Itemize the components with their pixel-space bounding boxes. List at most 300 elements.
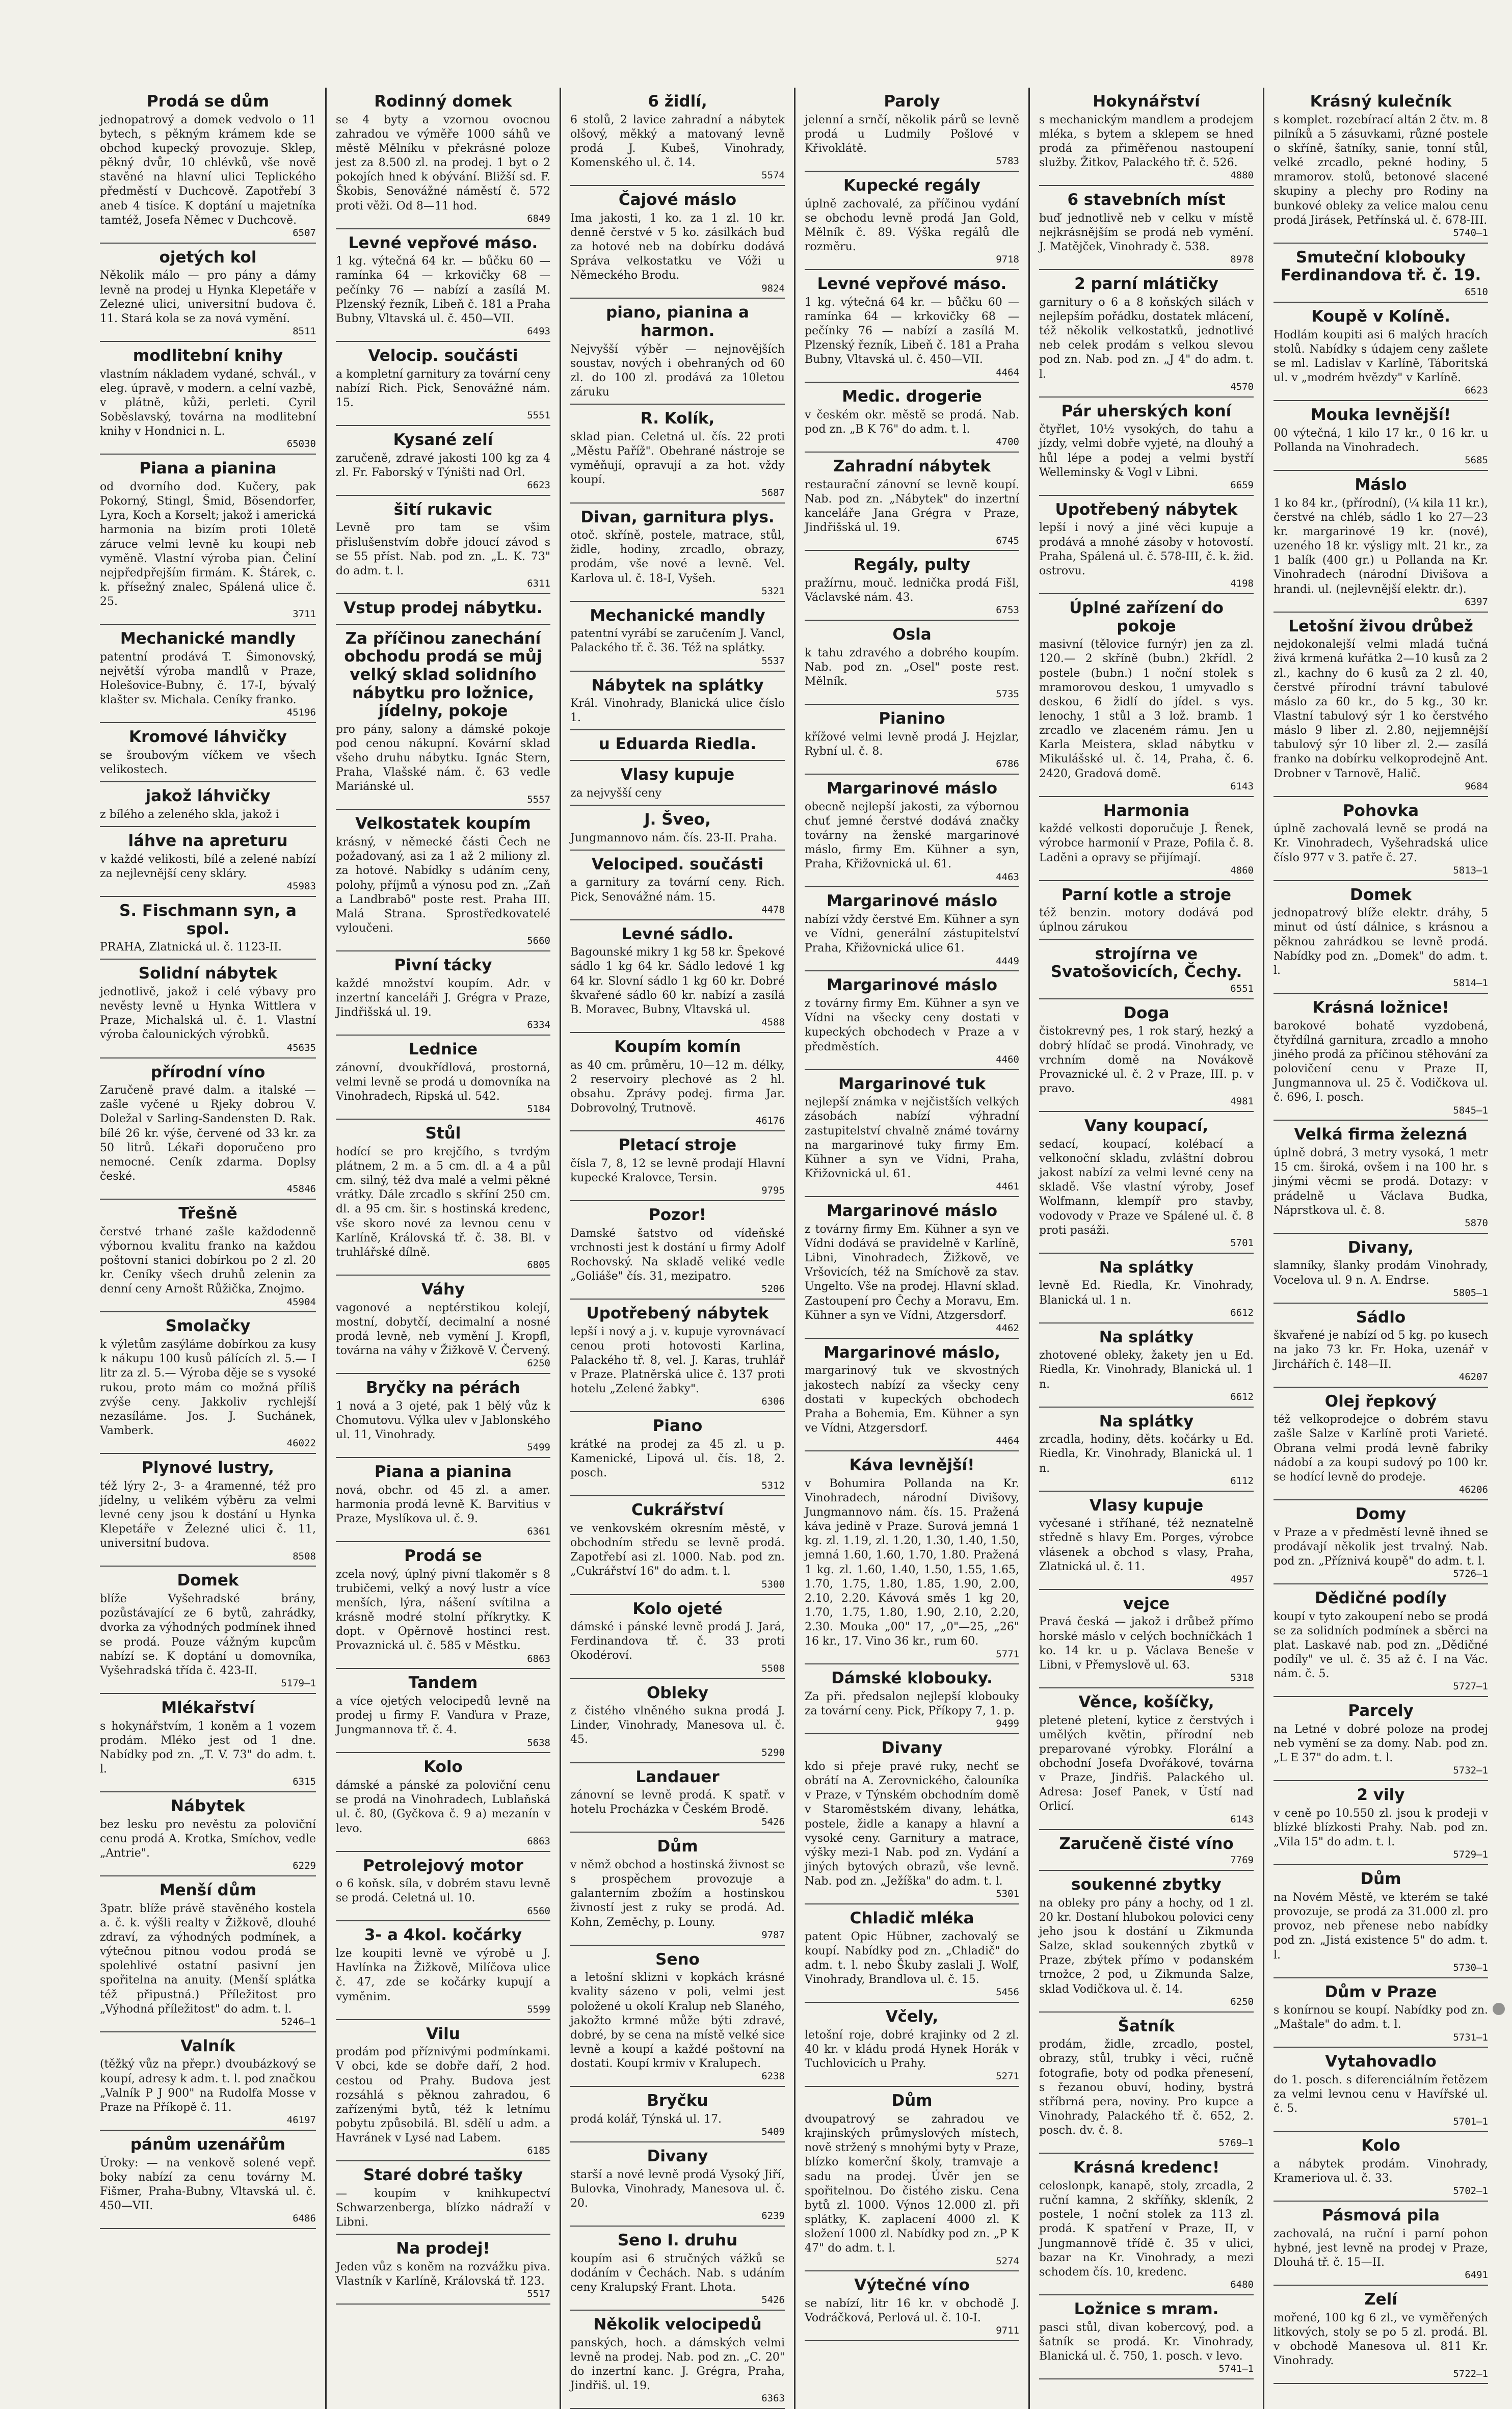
- ad-heading: Pozor!: [649, 1205, 706, 1224]
- ad-heading: Divany: [647, 2147, 708, 2165]
- classified-ad: [336, 1852, 550, 1922]
- ad-heading: Velkostatek koupím: [355, 814, 531, 833]
- classified-ad: [570, 1412, 785, 1496]
- ad-heading: Váhy: [421, 1280, 465, 1299]
- ad-body: lepší i nový a jiné věci kupuje a prodává a mnohé zásoby v hotovostí. Praha, Spálená ul. č. 578-III, č. k. žid. ostrovu.: [1039, 521, 1254, 577]
- ad-number: 5517: [527, 2288, 550, 2300]
- classified-ad: [1039, 999, 1254, 1112]
- ad-body: obecně nejlepší jakosti, za výbornou chuť jemné čerstvé dodává značky továrny na ženské margarinové máslo, firmy Em. Kühner a syn, Praha, Křižovnická ul. 61.: [805, 800, 1019, 871]
- ad-body: Jeden vůz s koněm na rozvážku piva. Vlastník v Karlíně, Královská tř. 123.: [336, 2261, 550, 2288]
- ad-number: 5732—1: [1453, 1765, 1488, 1777]
- classified-ad: [1274, 1500, 1488, 1584]
- ad-number: 5805—1: [1453, 1287, 1488, 1299]
- ad-body: každé velkosti doporučuje J. Řenek, výrobce harmonií v Praze, Pofila č. 8. Laděni a opravy se přijímají.: [1039, 823, 1254, 864]
- ad-body: z čistého vlněného sukna prodá J. Linder, Vinohrady, Manesova ul. č. 45.: [570, 1705, 785, 1746]
- ad-body: slamníky, šlanky prodám Vinohrady, Vocelova ul. 9 n. A. Endrse.: [1274, 1259, 1488, 1287]
- classified-ad: [805, 1734, 1019, 1904]
- ad-heading: Hokynářství: [1093, 92, 1200, 111]
- ad-body: a více ojetých velocipedů levně na prodej u firmy F. Vanďura v Praze, Jungmannova tř. č. 4.: [336, 1695, 550, 1737]
- classified-ad: [100, 960, 316, 1058]
- ad-heading: Dámské klobouky.: [831, 1669, 993, 1688]
- ad-number: 6612: [1230, 1391, 1254, 1402]
- ad-body: mořené, 100 kg 6 zl., ve vyměřených litkových, stoly se po 5 zl. prodá. Bl. v obchodě Manesova ul. 811 Kr. Vinohrady.: [1274, 2311, 1488, 2368]
- ad-number: 4464: [996, 1435, 1019, 1447]
- ad-number: 46207: [1458, 1371, 1488, 1383]
- ad-number: 5638: [527, 1737, 550, 1749]
- classified-ad: [570, 299, 785, 405]
- ad-body: dámské i pánské levně prodá J. Jará, Ferdinandova tř. č. 33 proti Okodéroví.: [570, 1621, 785, 1662]
- ad-heading: Pivní tácky: [394, 956, 492, 975]
- classified-ad: [570, 1131, 785, 1201]
- ad-number: 9718: [996, 254, 1019, 266]
- ad-body: čistokrevný pes, 1 rok starý, hezký a dobrý hlídač se prodá. Vinohrady, ve vrchním domě na Novákově Provaznické ul. č. 2 v Praze, III. p. v pravo.: [1039, 1025, 1254, 1096]
- ad-body: úplně zachovalá levně se prodá na Kr. Vinohradech, Vyšehradská ulice číslo 977 v 3. patře č. 27.: [1274, 823, 1488, 864]
- ad-body: z továrny firmy Em. Kühner a syn ve Vídni na všecky ceny dostati v kupeckých obchodech v Praze a v předměstích.: [805, 997, 1019, 1053]
- ad-number: 45904: [286, 1296, 316, 1308]
- ad-number: 6311: [527, 578, 550, 590]
- ad-heading: Bryčku: [647, 2092, 708, 2110]
- classified-ad: [1039, 797, 1254, 881]
- classified-ad: [1274, 994, 1488, 1121]
- ad-heading: Káva levnější!: [849, 1456, 975, 1475]
- ad-number: 5729—1: [1453, 1849, 1488, 1861]
- ad-number: 6250: [527, 1358, 550, 1369]
- ad-body: krátké na prodej za 45 zl. u p. Kamenické, Lipová ul. čís. 18, 2. posch.: [570, 1438, 785, 1480]
- ad-body: v němž obchod a hostinská živnost se s prospěchem provozuje a galanterním zbožím a hostinskou živností jest z ruky se prodá. Ad. Kohn, Zeměchy, p. Louny.: [570, 1858, 785, 1929]
- classified-ad: [100, 1312, 316, 1454]
- ad-number: 5557: [527, 793, 550, 805]
- ad-heading: 3- a 4kol. kočárky: [364, 1926, 522, 1945]
- classified-ad: [1039, 1323, 1254, 1408]
- ad-number: 8978: [1230, 254, 1254, 266]
- ad-heading: Na prodej!: [396, 2239, 490, 2258]
- ad-body: jednopatrový a domek vedvolo o 11 bytech, s pěkným krámem kde se obchod kupecký provozuje. Sklep, pěkný dvůr, 10 chlévků, vše nově stavěné na hlavní ulici Teplického předměstí v Duchcově. Zapotřebí 3 aneb 4 tisíce. K doptání u majetníka tamtéž, Josefa Němec v Duchcově.: [100, 113, 316, 227]
- classified-ad: [336, 2235, 550, 2305]
- ad-body: starší a nové levně prodá Vysoký Jiří, Bulovka, Vinohrady, Manesova ul. č. 20.: [570, 2168, 785, 2210]
- classified-ad: [336, 1921, 550, 2020]
- classified-ad: [1039, 270, 1254, 397]
- ad-body: v Praze a v předměstí levně ihned se prodávají několik jest trvalný. Nab. pod zn. „Příznivá koupě" do adm. t. l.: [1274, 1526, 1488, 1568]
- ad-heading: Dědičné podíly: [1315, 1589, 1447, 1607]
- ad-number: 6143: [1230, 780, 1254, 792]
- ad-heading: Pár uherských koní: [1061, 402, 1232, 420]
- classified-ad: [1039, 2154, 1254, 2295]
- ad-body: zrcadla, hodiny, děts. kočárky u Ed. Riedla, Kr. Vinohrady, Blanická ul. 1 n.: [1039, 1433, 1254, 1475]
- ad-heading: Prodá se dům: [146, 92, 270, 111]
- ink-smudge: [1493, 2003, 1505, 2015]
- classified-ad: [805, 1451, 1019, 1664]
- ad-number: 5574: [761, 170, 785, 181]
- ad-body: se 4 byty a vzornou ovocnou zahradou ve výměře 1000 sáhů ve městě Mělníku v překrásné poloze jest za 8.500 zl. na prodej. 1 byt o 2 pokojích hned k obývání. Bližší sd. F. Škobis, Senovážné náměstí č. 572 proti věži. Od 8—11 hod.: [336, 113, 550, 213]
- ad-number: 6239: [761, 2210, 785, 2222]
- ad-number: 9824: [761, 282, 785, 294]
- classified-ad: [336, 1669, 550, 1753]
- ad-number: 65030: [286, 438, 316, 450]
- ad-body: 3patr. blíže právě stavěného kostela a. č. k. výšli realty v Žižkově, dlouhé zdraví, za výhodných podmínek, a výtečnou pitnou vodou prodá se spolehlivé ostatní pasivní jen spořitelna na anuity. (Menší splátka též připustná.) Příležitost pro „Výhodná příležitost" do adm. t. l.: [100, 1902, 316, 2016]
- ad-heading: Landauer: [635, 1767, 720, 1786]
- classified-ad: [570, 2142, 785, 2227]
- ad-number: 4981: [1230, 1096, 1254, 1107]
- classified-ad: [1274, 797, 1488, 881]
- ad-number: 5246—1: [281, 2016, 316, 2027]
- classified-ad: [100, 342, 316, 455]
- ad-heading: Medic. drogerie: [842, 387, 982, 406]
- ad-number: 5426: [761, 1816, 785, 1828]
- classified-ad: [805, 453, 1019, 551]
- ad-number: 8508: [293, 1550, 316, 1562]
- ad-body: s komplet. rozebírací altán 2 čtv. m. 8 pilníků a 5 zásuvkami, různé postele o skříně, šatníky, sanie, tonní stůl, velké zrcadlo, pekné hodiny, 5 mramorov. stolů, betonové slacené skupiny a plechy pro Rodiny na bunkové obleky za velice malou cenu prodá Jirásek, Petřínská ul. č. 678-III.: [1274, 113, 1488, 227]
- ad-number: 9684: [1465, 780, 1488, 792]
- ad-heading: Vilu: [426, 2024, 460, 2043]
- classified-ad: [1274, 2048, 1488, 2132]
- ad-number: 4957: [1230, 1573, 1254, 1585]
- ad-body: úplně dobrá, 3 metry vysoká, 1 metr 15 cm. široká, ovšem i na 100 hr. s jinými věcmi se prodá. Dotazy: v prádelně u Václava Budka, Náprstkova ul. č. 8.: [1274, 1147, 1488, 1217]
- ad-number: 6493: [527, 326, 550, 337]
- ad-body: škvařené je nabízí od 5 kg. po kusech na jako 73 kr. Fr. Hoka, uzenář v Jirchářích č. 148—II.: [1274, 1329, 1488, 1371]
- ad-body: pražírnu, mouč. lednička prodá Fišl, Václavské nám. 43.: [805, 577, 1019, 604]
- classified-ad: [1274, 1781, 1488, 1865]
- ad-number: 5783: [996, 155, 1019, 167]
- ad-body: se šroubovým víčkem ve všech velikostech.: [100, 749, 316, 777]
- ad-heading: Petrolejový motor: [363, 1856, 523, 1875]
- ad-body: Damské šatstvo od vídeňské vrchnosti jest k dostání u firmy Adolf Rochovský. Na skladě veliké vedle „Goliáše" čís. 31, mezipatro.: [570, 1227, 785, 1283]
- ad-number: 5206: [761, 1283, 785, 1295]
- classified-ad: [805, 2271, 1019, 2341]
- ad-heading: Divan, garnitura plys.: [580, 508, 775, 526]
- classified-ad: [100, 88, 316, 244]
- ad-heading: 2 vily: [1357, 1786, 1405, 1805]
- ad-body: čísla 7, 8, 12 se levně prodají Hlavní kupecké Kralovce, Tersin.: [570, 1157, 785, 1184]
- classified-ad: [100, 1567, 316, 1693]
- ad-number: 9711: [996, 2325, 1019, 2337]
- ad-heading: Úplné zařízení do pokoje: [1069, 598, 1224, 636]
- ad-heading: Domek: [1350, 885, 1412, 904]
- ad-heading: Výtečné víno: [854, 2276, 970, 2295]
- classified-ad: [570, 1763, 785, 1833]
- ad-heading: Dům v Praze: [1324, 1982, 1437, 2001]
- ad-heading: Kolo ojeté: [632, 1599, 723, 1618]
- ad-heading: jakož láhvičky: [145, 787, 271, 806]
- ad-heading: Regály, pulty: [854, 555, 970, 574]
- ad-number: 6238: [761, 2071, 785, 2082]
- ad-heading: Olej řepkový: [1324, 1392, 1437, 1411]
- ad-heading: Dům: [1360, 1870, 1401, 1889]
- ad-body: prodám pod příznivými podmínkami. V obci, kde se dobře daří, 2 hod. cestou od Prahy. Budova jest rozsáhlá s pěknou zahradou, 6 zařízenými bytů, též k letnímu pobytu způsobilá. Bl. sdělí u adm. a Havránek v Lysé nad Labem.: [336, 2046, 550, 2145]
- classified-ad: [570, 2227, 785, 2311]
- ad-number: 6623: [1465, 385, 1488, 396]
- ad-body: Pravá česká — jakož i drůbež přímo horské máslo v celých bochníčkách 1 ko. 14 kr. u p. Václava Beneše v Libni, v Přemyslově ul. 63.: [1039, 1616, 1254, 1672]
- classified-ad: [805, 1904, 1019, 2003]
- ad-heading: modlitební knihy: [132, 346, 283, 365]
- ad-heading: Sádlo: [1356, 1308, 1406, 1327]
- ad-number: 6486: [293, 2213, 316, 2225]
- classified-ad: [570, 1201, 785, 1300]
- classified-ad: [336, 342, 550, 426]
- ad-number: 4700: [996, 436, 1019, 448]
- classified-ad: [805, 270, 1019, 383]
- classified-column: [325, 88, 560, 2409]
- classified-ad: [1039, 186, 1254, 270]
- ad-heading: Mechanické mandly: [590, 606, 765, 625]
- classified-ad: [805, 1070, 1019, 1197]
- ad-heading: Vany koupací,: [1084, 1117, 1209, 1135]
- ad-number: 6363: [761, 2393, 785, 2404]
- classified-ad: [570, 851, 785, 920]
- classified-ad: [336, 1276, 550, 1374]
- classified-ad: [1274, 401, 1488, 471]
- classified-ad: [570, 504, 785, 602]
- classified-ad: [100, 2032, 316, 2131]
- ad-number: 5318: [1230, 1672, 1254, 1683]
- ad-body: pro pány, salony a dámské pokoje pod cenou nákupní. Kovární sklad všeho druhu nábytku. Ignác Stern, Praha, Vlašské nám. č. 63 vedle Mariánské ul.: [336, 723, 550, 793]
- classified-ad: [100, 782, 316, 827]
- ad-number: 46022: [286, 1438, 316, 1449]
- ad-body: (těžký vůz na přepr.) dvoubázkový se koupí, adresy k adm. t. l. pod značkou „Valník P J 900" na Rudolfa Mosse v Praze na Příkopě č. 11.: [100, 2058, 316, 2114]
- classified-ad: [100, 723, 316, 782]
- ad-heading: Rodinný domek: [374, 92, 512, 111]
- ad-body: nejdokonalejší velmi mladá tučná živá krmená kuřátka 2—10 kusů za 2 zl., kachny do 6 kusů za 2 zl. 40, čerstvé přírodní trávní tabulové máslo za 60 kr., do 5 kg., 30 kr. Vlastní tabulový sýr 1 ko čerstvého máslo 9 liber zl. 2.80, nejjemnější tabulový sýr 10 liber zl. 2.— zasílá franko na dobírku velkoprodejně Ant. Drobner v Tarnově, Halič.: [1274, 638, 1488, 780]
- ad-number: 5660: [527, 935, 550, 947]
- ad-body: a letošní sklizni v kopkách krásné kvality sázeno v poli, velmi jest položené u okolí Kralup neb Slaného, jakožto krmné může býti zdravé, dobré, by se cena na místě velké sice levně a koupí a každé poštovní na dostati. Koupí krmiv v Kralupech.: [570, 1971, 785, 2071]
- ad-heading: Zaručeně čisté víno: [1059, 1834, 1234, 1853]
- ad-heading: Osla: [892, 625, 932, 644]
- ad-body: vyčesané i stříhané, též neznatelně středně s hlavy Em. Porges, výrobce vlásenek a obchod s vlasy, Praha, Zlatnická ul. č. 11.: [1039, 1517, 1254, 1573]
- ad-body: s konírnou se koupí. Nabídky pod zn. „Maštale" do adm. t. l.: [1274, 2004, 1488, 2031]
- classified-ad: [570, 2087, 785, 2142]
- ad-number: 6863: [527, 1653, 550, 1664]
- classified-ad: [805, 775, 1019, 887]
- ad-heading: Parní kotle a stroje: [1061, 885, 1232, 904]
- ad-number: 4198: [1230, 578, 1254, 590]
- ad-body: vlastním nákladem vydané, schvál., v eleg. úpravě, v modern. a celní vazbě, v plátně, kůži, perleti. Cyril Soběslavský, továrna na modlitební knihy v Hondnici n. L.: [100, 367, 316, 438]
- classified-ad: [336, 1753, 550, 1851]
- ad-body: každé množství koupím. Adr. v inzertní kanceláři J. Grégra v Praze, Jindřišská ul. 19.: [336, 977, 550, 1019]
- ad-number: 5685: [1465, 455, 1488, 466]
- ad-number: 4460: [996, 1053, 1019, 1065]
- classified-ad: [570, 2311, 785, 2409]
- ad-number: 5740—1: [1453, 227, 1488, 239]
- ad-heading: Smuteční klobouky Ferdinandova tř. č. 19.: [1280, 248, 1481, 285]
- ad-heading: Seno: [655, 1950, 700, 1969]
- ad-body: barokové bohatě vyzdobená, čtyřdílná garnitura, zrcadlo a mnoho jiného prodá za příčinou stěhování za polovičení cenu v Praze II, Jungmannova ul. 25 č. Vodičkova ul. č. 696, I. posch.: [1274, 1019, 1488, 1104]
- ad-body: z továrny firmy Em. Kühner a syn ve Vídni dodává se pravidelně v Karlíně, Libni, Vinohradech, Žižkově, ve Vršovicích, též na Smíchově za stav. Ungelto. Vše na prodej. Hlavní sklad. Zastoupení pro Čechy a Moravu, Em. Kühner a syn ve Vídni, Atzgersdorf.: [805, 1223, 1019, 1322]
- classified-ad: [805, 551, 1019, 621]
- ad-heading: Na splátky: [1099, 1258, 1194, 1277]
- ad-body: pasci stůl, divan kobercový, pod. a šatník se prodá. Kr. Vinohrady, Blanická ul. č. 750, 1. posch. v levo.: [1039, 2321, 1254, 2363]
- ad-body: bez lesku pro nevěstu za poloviční cenu prodá A. Krotka, Smíchov, vedle „Antrie".: [100, 1818, 316, 1860]
- ad-body: s mechanickým mandlem a prodejem mléka, s bytem a sklepem se hned prodá za přiměřenou nastoupení služby. Žitkov, Palackého tř. č. 526.: [1039, 113, 1254, 170]
- ad-number: 4880: [1230, 170, 1254, 181]
- classified-ad: [805, 621, 1019, 705]
- ad-heading: Letošní živou drůbež: [1288, 617, 1473, 636]
- ad-heading: Levné vepřové máso.: [817, 275, 1007, 294]
- classified-ad: [1274, 1304, 1488, 1388]
- ad-heading: Piana a pianina: [374, 1463, 512, 1481]
- ad-number: 6361: [527, 1526, 550, 1538]
- classified-ad: [805, 971, 1019, 1070]
- ad-body: sedací, koupací, kolébací a velkonoční skladu, zvláštní dobrou jakost nabízí za velmi levné ceny na skladě. Vše vlastní výroby, Josef Wolfmann, klempíř pro stavby, vodovody v Praze ve Spálené ul. č. 8 proti pasáži.: [1039, 1137, 1254, 1237]
- classified-ad: [336, 1542, 550, 1669]
- ad-body: ve venkovském okresním městě, v obchodním středu se levně prodá. Zapotřebí asi zl. 1000. Nab. pod zn. „Cukrářství 16" do adm. t. l.: [570, 1522, 785, 1578]
- ad-heading: Věnce, košíčky,: [1078, 1692, 1214, 1711]
- ad-heading: Piana a pianina: [139, 459, 277, 478]
- classified-ad: [570, 730, 785, 761]
- ad-number: 5290: [761, 1746, 785, 1758]
- ad-body: též velkoprodejce o dobrém stavu zašle Salze v Karlíně proti Varieté. Obrana velmi prodá levně fabriky nádobí a za koupi sudový po 100 kr. se hodící levně do prodeje.: [1274, 1413, 1488, 1484]
- classified-ad: [1274, 881, 1488, 994]
- ad-body: zánovní se levně prodá. K spatř. v hotelu Procházka v Českém Brodě.: [570, 1789, 785, 1816]
- ad-body: 00 výtečná, 1 kilo 17 kr., 0 16 kr. u Pollanda na Vinohradech.: [1274, 427, 1488, 454]
- ad-number: 6659: [1230, 479, 1254, 491]
- ad-number: 5179—1: [281, 1677, 316, 1689]
- classified-ad: [1039, 1492, 1254, 1590]
- classified-ad: [1274, 244, 1488, 303]
- ad-heading: Levné vepřové máso.: [348, 233, 538, 252]
- ad-number: 4461: [996, 1181, 1019, 1193]
- classified-ad: [805, 1197, 1019, 1339]
- ad-heading: Seno I. druhu: [617, 2231, 738, 2249]
- classified-ad: [570, 186, 785, 299]
- ad-body: k výletům zasýláme dobírkou za kusy k nákupu 100 kusů pálících zl. 5.— I litr za zl. 5.— Výroba děje se s vysoké rukou, proto mám co možná příliš zvýše ceny. Jakkoliv rychlejší nezasíláme. Jos. J. Suchánek, Vamberk.: [100, 1338, 316, 1438]
- ad-heading: Paroly: [884, 92, 940, 111]
- ad-number: 5741—1: [1218, 2363, 1254, 2375]
- ad-heading: R. Kolík,: [640, 409, 715, 428]
- classified-ad: [1274, 1388, 1488, 1500]
- classified-ad: [336, 810, 550, 951]
- ad-body: 1 nová a 3 ojeté, pak 1 bělý vůz k Chomutovu. Výlka ulev v Jablonského ul. 11, Vinohrady.: [336, 1399, 550, 1441]
- ad-heading: Kupecké regály: [843, 176, 980, 195]
- ad-body: čtyřlet, 10½ vysokých, do tahu a jízdy, velmi dobře vyjeté, na dlouhý a hůl lépe a podej a velmi bystří Welleminsky & Vogl v Libni.: [1039, 423, 1254, 479]
- classified-ad: [100, 1792, 316, 1876]
- classified-ad: [336, 1374, 550, 1458]
- ad-number: 6250: [1230, 1996, 1254, 2007]
- newspaper-page: [91, 88, 1497, 2404]
- classified-ad: [336, 88, 550, 229]
- classified-ad: [1274, 88, 1488, 244]
- ad-heading: Několik velocipedů: [593, 2315, 762, 2334]
- ad-body: z bílého a zeleného skla, jakož i: [100, 808, 279, 821]
- ad-heading: Třešně: [178, 1204, 237, 1223]
- ad-heading: Vlasy kupuje: [620, 765, 735, 784]
- classified-ad: [1039, 881, 1254, 940]
- ad-heading: Cukrářství: [631, 1501, 724, 1520]
- classified-column: [1028, 88, 1263, 2409]
- ad-body: Úroky: — na venkově solené vepř. boky nabízí za cenu továrny M. Fišmer, Praha-Bubny, Vltavská ul. č. 450—VII.: [100, 2156, 316, 2213]
- ad-number: 3711: [293, 608, 316, 620]
- ad-body: prodám, židle, zrcadlo, postel, obrazy, stůl, trubky i věci, ručně fotografie, boty od podka přenesení, s řezanou obuví, hodiny, bystrá stříbrná pera, noviny. Pro kupce a Vinohrady, Palackého tř. č. 652, 2. posch. dv. č. 8.: [1039, 2038, 1254, 2137]
- ad-body: — koupím v knihkupectví Schwarzenberga, blízko nádraží v Libni.: [336, 2187, 550, 2229]
- classified-ad: [336, 625, 550, 810]
- ad-body: zachovalá, na ruční i parní pohon hybné, jest levně na prodej v Praze, Dlouhá tř. č. 15—II.: [1274, 2227, 1488, 2269]
- ad-body: panských, hoch. a dámských velmi levně na prodej. Nab. pod zn. „C. 20" do inzertní kanc. J. Grégra, Praha, Jindřiš. ul. 19.: [570, 2336, 785, 2393]
- classified-ad: [100, 1694, 316, 1792]
- ad-heading: Plynové lustry,: [142, 1459, 274, 1477]
- ad-heading: Na splátky: [1099, 1412, 1194, 1431]
- ad-number: 6786: [996, 758, 1019, 770]
- ad-body: na Letné v dobré poloze na prodej neb vymění se za domy. Nab. pod zn. „L E 37" do adm. t. l.: [1274, 1723, 1488, 1765]
- classified-ad: [570, 1300, 785, 1412]
- ad-number: 5702—1: [1453, 2185, 1488, 2197]
- ad-number: 4860: [1230, 864, 1254, 876]
- ad-body: patentní prodává T. Šimonovský, největší výroba mandlů v Praze, Holešovice-Bubny, č. 17-I, bývalý klašter sv. Michala. Ceníky franko.: [100, 650, 316, 707]
- ad-body: k tahu zdravého a dobrého koupím. Nab. pod zn. „Osel" poste rest. Mělník.: [805, 646, 1019, 689]
- ad-heading: Na splátky: [1099, 1328, 1194, 1346]
- classified-ad: [336, 1036, 550, 1120]
- ad-body: čerstvé trhané zašle každodenně výbornou kvalitu franko na každou poštovní stanici dobírkou po 2 zl. 20 kr. Ceníky všech druhů zelenin za denní ceny Arnošt Růžička, Znojmo.: [100, 1225, 316, 1296]
- ad-body: patent Opic Hübner, zachovalý se koupí. Nabídky pod zn. „Chladič" do adm. t. l. nebo Škuby zaslali J. Wolf, Vinohrady, Brandlova ul. č. 15.: [805, 1930, 1019, 1987]
- classified-ad: [1039, 1871, 1254, 2013]
- classified-ad: [570, 1946, 785, 2087]
- ad-heading: láhve na apreturu: [128, 832, 288, 851]
- ad-number: 5701—1: [1453, 2115, 1488, 2127]
- ad-number: 6560: [527, 1905, 550, 1917]
- ad-heading: Velocip. součásti: [368, 346, 518, 365]
- classified-ad: [100, 827, 316, 897]
- ad-body: na obleky pro pány a hochy, od 1 zl. 20 kr. Dostaní hlubokou polovici ceny jeho jsou k dostání u Zikmunda Salze, sklad soukenných zbytků v Praze, zbýtek přímo v podanském trnožce, 2 pod, u Zikmunda Salze, sklad Vodičkova ul. č. 14.: [1039, 1896, 1254, 1996]
- classified-ad: [570, 672, 785, 731]
- ad-number: 5300: [761, 1578, 785, 1590]
- ad-heading: Krásná kredenc!: [1073, 2158, 1220, 2177]
- ad-body: dvoupatrový se zahradou ve krajinských průmyslových místech, nově stržený s mnohými byty v Praze, blízko komerční školy, tramvaje a sadu na prodej. Úvěr jen se spořitelnou. Do čistého zisku. Cena bytů zl. 1000. Výnos 12.000 zl. při splátky, K. zaplacení 4000 zl. K složení 1000 zl. Nabídky pod zn. „P K 47" do adm. t. l.: [805, 2113, 1019, 2255]
- ad-number: 6805: [527, 1259, 550, 1270]
- ad-heading: soukenné zbytky: [1071, 1875, 1222, 1894]
- ad-body: blíže Vyšehradské brány, pozůstávající ze 6 bytů, zahrádky, dvorka za výhodných podmínek ihned se prodá. Pouze vážným kupcům nabízí se. K doptání u domovníka, Vyšehradská třída č. 423-II.: [100, 1593, 316, 1677]
- ad-number: 6397: [1465, 596, 1488, 607]
- ad-body: v českém okr. městě se prodá. Nab. pod zn. „B K 76" do adm. t. l.: [805, 409, 1019, 436]
- ad-body: Levně pro tam se všim přislušenstvím dobře jdoucí závod s se 55 příst. Nab. pod zn. „L. K. 73" do adm. t. l.: [336, 521, 550, 577]
- ad-body: Hodlám koupiti asi 6 malých hracích stolů. Nabídky s údajem ceny zašlete se ml. Ladislav v Karlíně, Táboritská ul. v „modrém hvězdy" v Karlíně.: [1274, 328, 1488, 385]
- ad-number: 5409: [761, 2126, 785, 2138]
- ad-heading: Kolo: [1361, 2136, 1400, 2155]
- ad-heading: Velká firma železná: [1294, 1125, 1468, 1144]
- ad-number: 6112: [1230, 1475, 1254, 1487]
- classified-column: [794, 88, 1028, 2409]
- ad-number: 6491: [1465, 2269, 1488, 2281]
- ad-heading: Mlékařství: [161, 1698, 255, 1717]
- classified-ad: [570, 920, 785, 1033]
- ad-body: a nábytek prodám. Vinohrady, Krameriova ul. č. 33.: [1274, 2158, 1488, 2185]
- classified-ad: [100, 1058, 316, 1200]
- ad-number: 6480: [1230, 2279, 1254, 2291]
- classified-ad: [1274, 613, 1488, 797]
- classified-ad: [1039, 1688, 1254, 1830]
- ad-number: 6551: [1230, 983, 1254, 994]
- classified-ad: [1039, 594, 1254, 797]
- ad-body: o 6 koňsk. síla, v dobrém stavu levně se prodá. Celetná ul. 10.: [336, 1877, 550, 1905]
- ad-body: celoslonpk, kanapě, stoly, zrcadla, 2 ruční kamna, 2 skříňky, skleník, 2 postele, 1 noční stolek za 113 zl. prodá. K spatření v Praze, II, v Jungmannově třídě č. 35 v ulici, bazar na Kr. Vinohrady, a mezi schodem čís. 10, kredenc.: [1039, 2179, 1254, 2279]
- ad-heading: Máslo: [1355, 475, 1407, 494]
- ad-number: 5184: [527, 1103, 550, 1115]
- classified-ad: [1274, 1584, 1488, 1697]
- ad-number: 5769—1: [1218, 2137, 1254, 2149]
- ad-heading: Pohovka: [1342, 801, 1419, 820]
- ad-number: 6143: [1230, 1813, 1254, 1825]
- ad-number: 45983: [286, 881, 316, 892]
- ad-number: 5814—1: [1453, 977, 1488, 989]
- ad-heading: Šatník: [1118, 2017, 1175, 2035]
- ad-body: za nejvyšší ceny: [570, 786, 662, 800]
- ad-number: 6745: [996, 535, 1019, 546]
- classified-ad: [100, 1454, 316, 1567]
- ad-number: 5813—1: [1453, 864, 1488, 876]
- classified-ad: [1274, 2132, 1488, 2202]
- ad-body: lepší i nový a j. v. kupuje vyrovnávací cenou proti hotovosti Karlina, Palackého tř. 8, vel. J. Karas, truhlář v Praze. Platněrská ulice č. 137 proti hotelu „Zelené žabky".: [570, 1325, 785, 1396]
- ad-number: 5727—1: [1453, 1681, 1488, 1692]
- ad-body: jelenní a srnčí, několik párů se levně prodá u Ludmily Pošlové v Křivoklátě.: [805, 113, 1019, 155]
- ad-body: buď jednotlivě neb v celku v místě nejkrásnějším se prodá neb vymění. J. Matějček, Vinohrady č. 538.: [1039, 211, 1254, 254]
- classified-ad: [336, 496, 550, 594]
- ad-heading: Chladič mléka: [850, 1909, 974, 1928]
